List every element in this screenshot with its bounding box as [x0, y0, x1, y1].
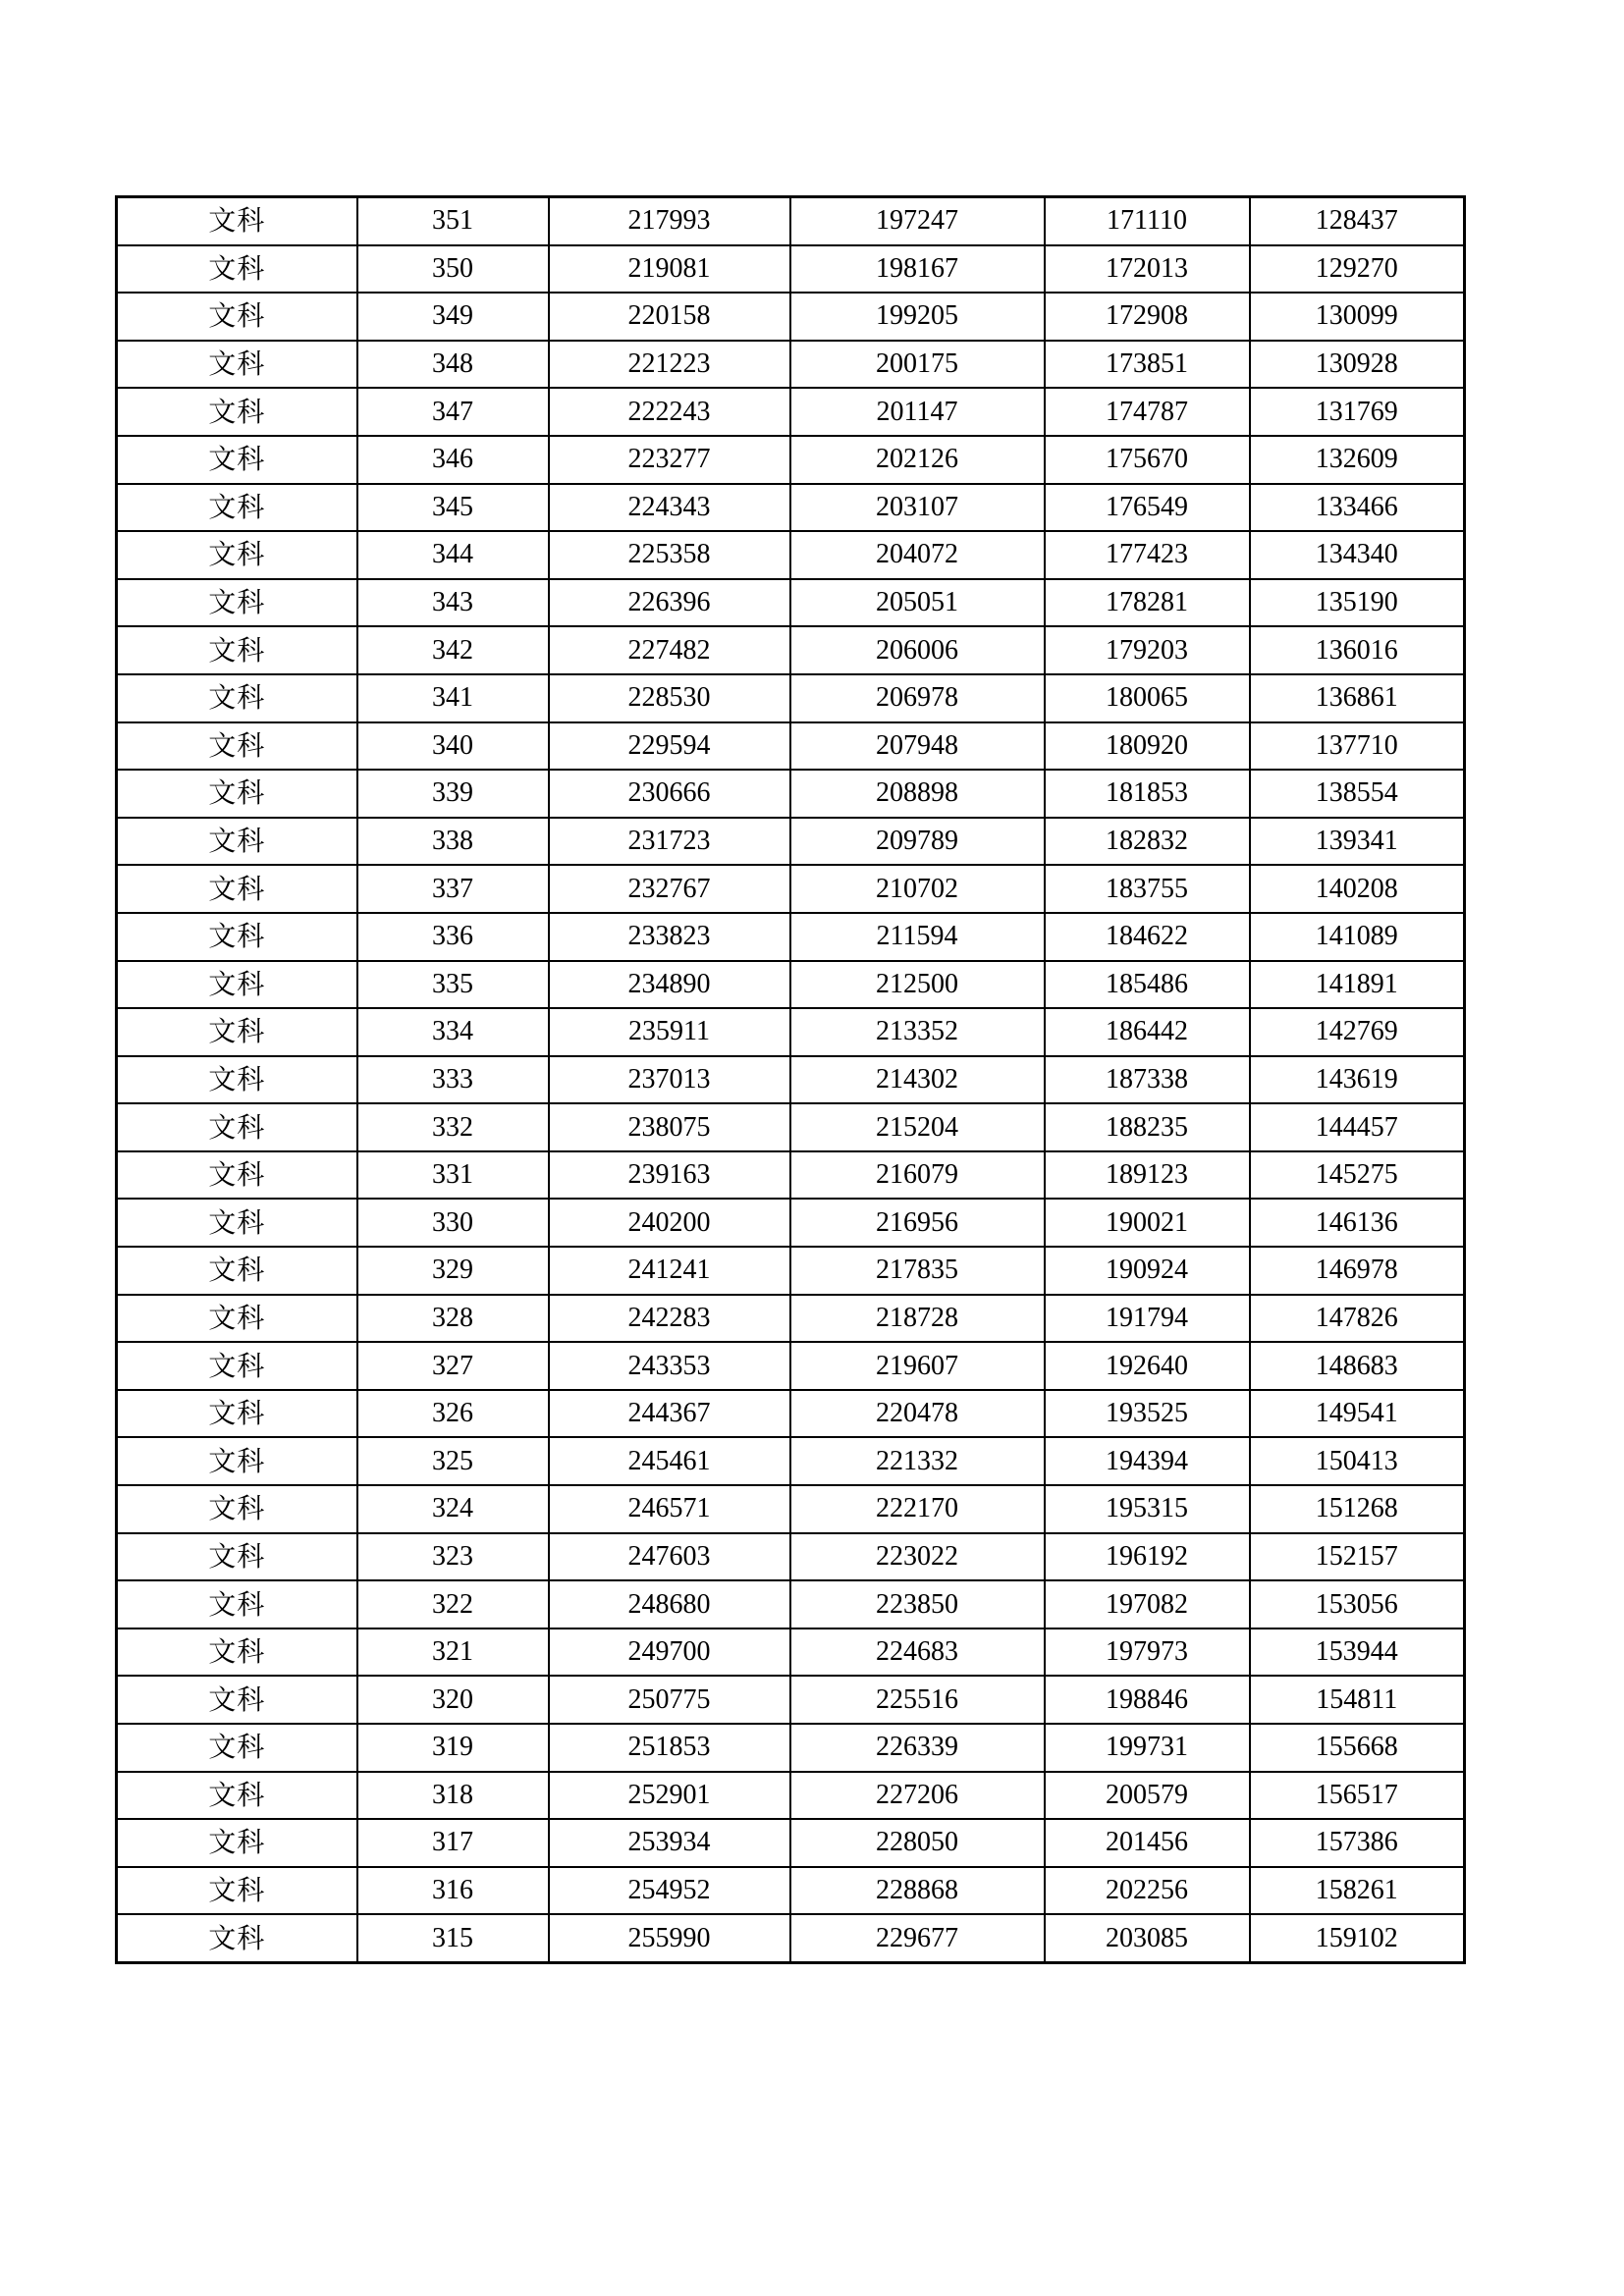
- cell-v4: 146136: [1250, 1199, 1465, 1247]
- cell-subject: 文科: [117, 1008, 357, 1056]
- cell-v2: 199205: [790, 293, 1045, 341]
- cell-v4: 139341: [1250, 818, 1465, 866]
- table-row: [117, 388, 1465, 436]
- cell-v2: 218728: [790, 1295, 1045, 1343]
- cell-subject: 文科: [117, 961, 357, 1009]
- cell-score: 328: [357, 1295, 549, 1343]
- cell-score: 315: [357, 1914, 549, 1962]
- cell-subject: 文科: [117, 1676, 357, 1724]
- cell-v2: 200175: [790, 341, 1045, 389]
- cell-score: 348: [357, 341, 549, 389]
- cell-v4: 130099: [1250, 293, 1465, 341]
- table-row: [117, 197, 1465, 245]
- cell-v4: 129270: [1250, 245, 1465, 294]
- cell-score: 322: [357, 1580, 549, 1629]
- table-row: [117, 1437, 1465, 1485]
- cell-v4: 130928: [1250, 341, 1465, 389]
- table-row: [117, 1676, 1465, 1724]
- cell-v3: 172908: [1045, 293, 1250, 341]
- cell-v3: 191794: [1045, 1295, 1250, 1343]
- cell-score: 350: [357, 245, 549, 294]
- cell-v1: 238075: [549, 1103, 790, 1151]
- cell-subject: 文科: [117, 1056, 357, 1104]
- cell-subject: 文科: [117, 1199, 357, 1247]
- cell-v3: 173851: [1045, 341, 1250, 389]
- table-row: [117, 293, 1465, 341]
- cell-v2: 221332: [790, 1437, 1045, 1485]
- cell-v3: 187338: [1045, 1056, 1250, 1104]
- cell-v3: 197973: [1045, 1629, 1250, 1677]
- cell-v4: 142769: [1250, 1008, 1465, 1056]
- cell-v1: 221223: [549, 341, 790, 389]
- table-row: [117, 1199, 1465, 1247]
- cell-v1: 246571: [549, 1485, 790, 1533]
- cell-v1: 222243: [549, 388, 790, 436]
- cell-v3: 177423: [1045, 531, 1250, 579]
- cell-v4: 136016: [1250, 626, 1465, 674]
- cell-subject: 文科: [117, 1390, 357, 1438]
- cell-score: 339: [357, 770, 549, 818]
- cell-v1: 252901: [549, 1772, 790, 1820]
- cell-subject: 文科: [117, 531, 357, 579]
- cell-v1: 234890: [549, 961, 790, 1009]
- cell-v1: 225358: [549, 531, 790, 579]
- cell-v3: 186442: [1045, 1008, 1250, 1056]
- cell-subject: 文科: [117, 913, 357, 961]
- cell-score: 334: [357, 1008, 549, 1056]
- cell-v4: 137710: [1250, 722, 1465, 771]
- cell-subject: 文科: [117, 1151, 357, 1200]
- cell-v1: 232767: [549, 865, 790, 913]
- table-row: [117, 531, 1465, 579]
- cell-subject: 文科: [117, 1485, 357, 1533]
- cell-score: 326: [357, 1390, 549, 1438]
- cell-v4: 131769: [1250, 388, 1465, 436]
- cell-subject: 文科: [117, 1247, 357, 1295]
- table-row: [117, 1247, 1465, 1295]
- cell-v1: 253934: [549, 1819, 790, 1867]
- table-row: [117, 1151, 1465, 1200]
- cell-v1: 249700: [549, 1629, 790, 1677]
- cell-v1: 247603: [549, 1533, 790, 1581]
- cell-v4: 153056: [1250, 1580, 1465, 1629]
- cell-score: 321: [357, 1629, 549, 1677]
- cell-v1: 219081: [549, 245, 790, 294]
- cell-score: 329: [357, 1247, 549, 1295]
- cell-score: 331: [357, 1151, 549, 1200]
- cell-v2: 226339: [790, 1724, 1045, 1772]
- cell-v2: 205051: [790, 579, 1045, 627]
- cell-v1: 229594: [549, 722, 790, 771]
- cell-score: 342: [357, 626, 549, 674]
- table-row: [117, 722, 1465, 771]
- cell-v2: 228050: [790, 1819, 1045, 1867]
- table-row: [117, 245, 1465, 294]
- cell-v2: 229677: [790, 1914, 1045, 1962]
- cell-v3: 188235: [1045, 1103, 1250, 1151]
- cell-v4: 141089: [1250, 913, 1465, 961]
- cell-score: 344: [357, 531, 549, 579]
- cell-score: 341: [357, 674, 549, 722]
- cell-score: 351: [357, 197, 549, 245]
- cell-score: 317: [357, 1819, 549, 1867]
- table-row: [117, 1819, 1465, 1867]
- cell-v2: 215204: [790, 1103, 1045, 1151]
- cell-v1: 248680: [549, 1580, 790, 1629]
- cell-score: 349: [357, 293, 549, 341]
- table-row: [117, 674, 1465, 722]
- cell-subject: 文科: [117, 865, 357, 913]
- cell-v3: 181853: [1045, 770, 1250, 818]
- table-row: [117, 913, 1465, 961]
- cell-v4: 157386: [1250, 1819, 1465, 1867]
- cell-v1: 217993: [549, 197, 790, 245]
- cell-v2: 220478: [790, 1390, 1045, 1438]
- cell-v3: 198846: [1045, 1676, 1250, 1724]
- table-body: [117, 197, 1465, 1963]
- cell-subject: 文科: [117, 674, 357, 722]
- cell-v4: 134340: [1250, 531, 1465, 579]
- table-row: [117, 1580, 1465, 1629]
- cell-v2: 198167: [790, 245, 1045, 294]
- cell-v1: 245461: [549, 1437, 790, 1485]
- cell-v2: 201147: [790, 388, 1045, 436]
- cell-subject: 文科: [117, 1103, 357, 1151]
- cell-v2: 208898: [790, 770, 1045, 818]
- cell-subject: 文科: [117, 436, 357, 484]
- cell-v2: 214302: [790, 1056, 1045, 1104]
- cell-score: 346: [357, 436, 549, 484]
- cell-v1: 250775: [549, 1676, 790, 1724]
- cell-v3: 182832: [1045, 818, 1250, 866]
- cell-v2: 207948: [790, 722, 1045, 771]
- cell-v4: 156517: [1250, 1772, 1465, 1820]
- cell-v1: 242283: [549, 1295, 790, 1343]
- cell-v2: 217835: [790, 1247, 1045, 1295]
- cell-score: 323: [357, 1533, 549, 1581]
- table-row: [117, 1008, 1465, 1056]
- cell-v1: 224343: [549, 484, 790, 532]
- cell-v2: 202126: [790, 436, 1045, 484]
- cell-v2: 228868: [790, 1867, 1045, 1915]
- cell-v3: 180065: [1045, 674, 1250, 722]
- cell-subject: 文科: [117, 341, 357, 389]
- cell-v3: 202256: [1045, 1867, 1250, 1915]
- cell-v1: 235911: [549, 1008, 790, 1056]
- cell-v3: 185486: [1045, 961, 1250, 1009]
- cell-v4: 141891: [1250, 961, 1465, 1009]
- cell-v1: 231723: [549, 818, 790, 866]
- cell-v3: 171110: [1045, 197, 1250, 245]
- cell-v2: 227206: [790, 1772, 1045, 1820]
- cell-v4: 140208: [1250, 865, 1465, 913]
- cell-v4: 153944: [1250, 1629, 1465, 1677]
- cell-v4: 151268: [1250, 1485, 1465, 1533]
- cell-subject: 文科: [117, 1867, 357, 1915]
- cell-score: 332: [357, 1103, 549, 1151]
- table-row: [117, 818, 1465, 866]
- cell-v3: 195315: [1045, 1485, 1250, 1533]
- table-row: [117, 1724, 1465, 1772]
- table-row: [117, 1295, 1465, 1343]
- cell-v1: 241241: [549, 1247, 790, 1295]
- score-table-container: [115, 195, 1463, 1964]
- cell-subject: 文科: [117, 1342, 357, 1390]
- table-row: [117, 1485, 1465, 1533]
- cell-v4: 155668: [1250, 1724, 1465, 1772]
- cell-v1: 233823: [549, 913, 790, 961]
- cell-score: 319: [357, 1724, 549, 1772]
- cell-v2: 206006: [790, 626, 1045, 674]
- cell-v1: 230666: [549, 770, 790, 818]
- cell-score: 318: [357, 1772, 549, 1820]
- cell-v2: 203107: [790, 484, 1045, 532]
- cell-subject: 文科: [117, 1533, 357, 1581]
- cell-v4: 138554: [1250, 770, 1465, 818]
- cell-score: 336: [357, 913, 549, 961]
- cell-v1: 243353: [549, 1342, 790, 1390]
- cell-v3: 194394: [1045, 1437, 1250, 1485]
- table-row: [117, 961, 1465, 1009]
- cell-v1: 239163: [549, 1151, 790, 1200]
- cell-v2: 204072: [790, 531, 1045, 579]
- cell-v1: 223277: [549, 436, 790, 484]
- cell-v4: 132609: [1250, 436, 1465, 484]
- cell-v1: 240200: [549, 1199, 790, 1247]
- cell-score: 345: [357, 484, 549, 532]
- table-row: [117, 1103, 1465, 1151]
- cell-v3: 192640: [1045, 1342, 1250, 1390]
- cell-v3: 193525: [1045, 1390, 1250, 1438]
- cell-v1: 226396: [549, 579, 790, 627]
- cell-subject: 文科: [117, 626, 357, 674]
- cell-v4: 159102: [1250, 1914, 1465, 1962]
- cell-subject: 文科: [117, 293, 357, 341]
- cell-subject: 文科: [117, 1295, 357, 1343]
- cell-v1: 227482: [549, 626, 790, 674]
- cell-score: 330: [357, 1199, 549, 1247]
- cell-v3: 179203: [1045, 626, 1250, 674]
- cell-v3: 189123: [1045, 1151, 1250, 1200]
- cell-subject: 文科: [117, 1580, 357, 1629]
- cell-subject: 文科: [117, 722, 357, 771]
- cell-v3: 190021: [1045, 1199, 1250, 1247]
- cell-v4: 158261: [1250, 1867, 1465, 1915]
- cell-v2: 219607: [790, 1342, 1045, 1390]
- table-row: [117, 1056, 1465, 1104]
- cell-score: 316: [357, 1867, 549, 1915]
- cell-v1: 254952: [549, 1867, 790, 1915]
- table-row: [117, 1390, 1465, 1438]
- cell-score: 320: [357, 1676, 549, 1724]
- cell-v4: 147826: [1250, 1295, 1465, 1343]
- cell-v1: 251853: [549, 1724, 790, 1772]
- cell-v4: 133466: [1250, 484, 1465, 532]
- cell-v3: 201456: [1045, 1819, 1250, 1867]
- cell-v4: 148683: [1250, 1342, 1465, 1390]
- cell-v4: 128437: [1250, 197, 1465, 245]
- cell-v4: 135190: [1250, 579, 1465, 627]
- cell-v2: 222170: [790, 1485, 1045, 1533]
- cell-subject: 文科: [117, 1914, 357, 1962]
- cell-v3: 200579: [1045, 1772, 1250, 1820]
- cell-score: 337: [357, 865, 549, 913]
- cell-subject: 文科: [117, 1819, 357, 1867]
- cell-subject: 文科: [117, 818, 357, 866]
- cell-v2: 197247: [790, 197, 1045, 245]
- cell-v3: 180920: [1045, 722, 1250, 771]
- cell-v2: 213352: [790, 1008, 1045, 1056]
- table-row: [117, 865, 1465, 913]
- cell-subject: 文科: [117, 484, 357, 532]
- cell-v2: 223850: [790, 1580, 1045, 1629]
- cell-v4: 144457: [1250, 1103, 1465, 1151]
- cell-v3: 176549: [1045, 484, 1250, 532]
- table-row: [117, 484, 1465, 532]
- cell-v2: 210702: [790, 865, 1045, 913]
- cell-v3: 172013: [1045, 245, 1250, 294]
- cell-v3: 183755: [1045, 865, 1250, 913]
- cell-v2: 224683: [790, 1629, 1045, 1677]
- cell-v1: 220158: [549, 293, 790, 341]
- table-row: [117, 770, 1465, 818]
- cell-subject: 文科: [117, 245, 357, 294]
- table-row: [117, 341, 1465, 389]
- cell-v3: 203085: [1045, 1914, 1250, 1962]
- cell-v1: 237013: [549, 1056, 790, 1104]
- table-row: [117, 579, 1465, 627]
- cell-subject: 文科: [117, 1629, 357, 1677]
- cell-subject: 文科: [117, 388, 357, 436]
- cell-v3: 178281: [1045, 579, 1250, 627]
- cell-score: 327: [357, 1342, 549, 1390]
- cell-v2: 206978: [790, 674, 1045, 722]
- cell-v2: 225516: [790, 1676, 1045, 1724]
- table-row: [117, 1867, 1465, 1915]
- cell-v4: 149541: [1250, 1390, 1465, 1438]
- table-row: [117, 436, 1465, 484]
- cell-v3: 199731: [1045, 1724, 1250, 1772]
- cell-score: 340: [357, 722, 549, 771]
- cell-v3: 174787: [1045, 388, 1250, 436]
- table-row: [117, 1914, 1465, 1962]
- cell-v4: 143619: [1250, 1056, 1465, 1104]
- cell-v2: 209789: [790, 818, 1045, 866]
- cell-v3: 190924: [1045, 1247, 1250, 1295]
- table-row: [117, 1342, 1465, 1390]
- cell-subject: 文科: [117, 1724, 357, 1772]
- cell-v1: 228530: [549, 674, 790, 722]
- cell-score: 333: [357, 1056, 549, 1104]
- cell-v3: 197082: [1045, 1580, 1250, 1629]
- table-row: [117, 626, 1465, 674]
- cell-v2: 212500: [790, 961, 1045, 1009]
- cell-v4: 145275: [1250, 1151, 1465, 1200]
- cell-subject: 文科: [117, 1772, 357, 1820]
- cell-v2: 216956: [790, 1199, 1045, 1247]
- table-row: [117, 1629, 1465, 1677]
- cell-v4: 152157: [1250, 1533, 1465, 1581]
- cell-score: 343: [357, 579, 549, 627]
- cell-v4: 146978: [1250, 1247, 1465, 1295]
- cell-score: 325: [357, 1437, 549, 1485]
- table-row: [117, 1772, 1465, 1820]
- cell-subject: 文科: [117, 1437, 357, 1485]
- cell-v2: 216079: [790, 1151, 1045, 1200]
- cell-score: 338: [357, 818, 549, 866]
- cell-v2: 223022: [790, 1533, 1045, 1581]
- cell-v4: 154811: [1250, 1676, 1465, 1724]
- cell-v3: 184622: [1045, 913, 1250, 961]
- cell-score: 335: [357, 961, 549, 1009]
- cell-v4: 136861: [1250, 674, 1465, 722]
- score-segment-table: [115, 195, 1466, 1964]
- cell-v1: 244367: [549, 1390, 790, 1438]
- cell-v1: 255990: [549, 1914, 790, 1962]
- cell-v3: 175670: [1045, 436, 1250, 484]
- cell-score: 324: [357, 1485, 549, 1533]
- cell-subject: 文科: [117, 770, 357, 818]
- cell-v3: 196192: [1045, 1533, 1250, 1581]
- table-row: [117, 1533, 1465, 1581]
- cell-score: 347: [357, 388, 549, 436]
- cell-subject: 文科: [117, 579, 357, 627]
- cell-subject: 文科: [117, 197, 357, 245]
- cell-v4: 150413: [1250, 1437, 1465, 1485]
- cell-v2: 211594: [790, 913, 1045, 961]
